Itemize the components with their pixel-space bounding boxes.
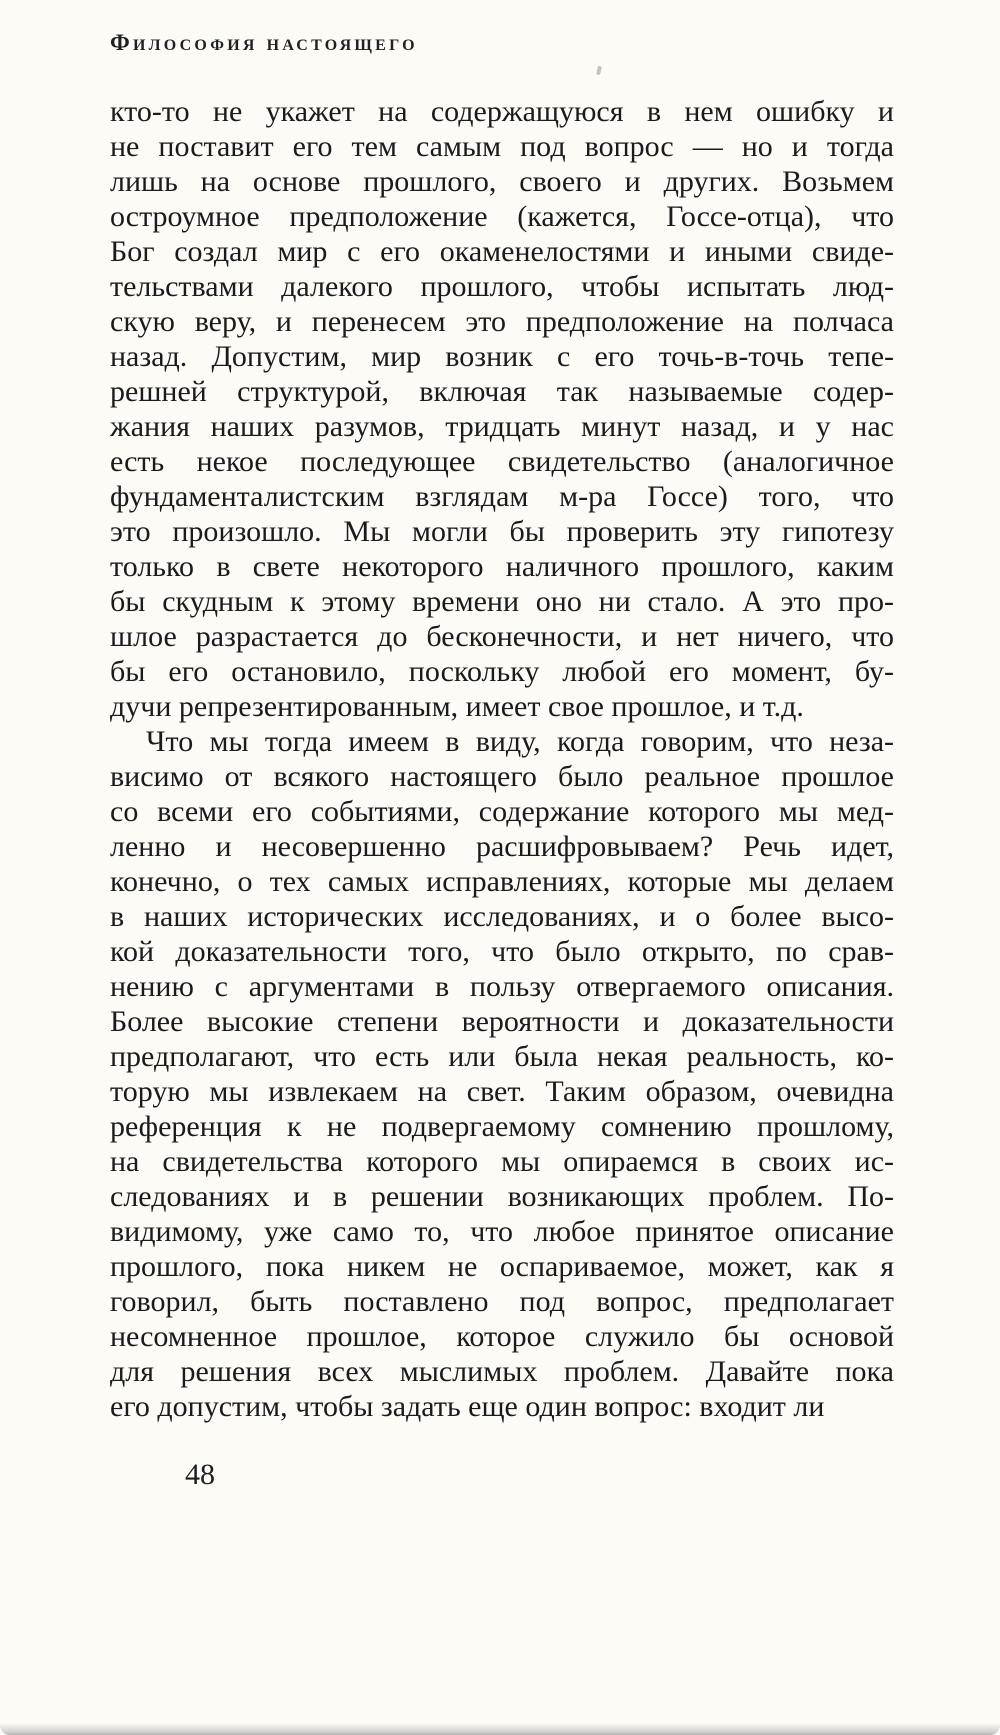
- text-line: висимо от всякого настоящего было реальное прошлое: [110, 760, 894, 793]
- page-edge-shadow: [0, 1723, 1000, 1735]
- text-line: ленно и несовершенно расшифровываем? Речь идет,: [110, 830, 894, 863]
- text-line: жания наших разумов, тридцать минут назад, и у нас: [110, 410, 894, 443]
- text-line: только в свете некоторого наличного прошлого, каким: [110, 550, 894, 583]
- text-line: его допустим, чтобы задать еще один вопрос: входит ли: [110, 1390, 825, 1423]
- text-line: торую мы извлекаем на свет. Таким образом, очевидна: [110, 1075, 894, 1108]
- text-line: есть некое последующее свидетельство (аналогичное: [110, 445, 894, 478]
- text-line: в наших исторических исследованиях, и о более высо-: [110, 900, 894, 933]
- paragraph: [110, 724, 894, 1424]
- text-line: бы его остановило, поскольку любой его момент, бу-: [110, 655, 894, 688]
- text-line: остроумное предположение (кажется, Госсе-отца), что: [110, 200, 894, 233]
- text-line: тельствами далекого прошлого, чтобы испытать люд-: [110, 270, 894, 303]
- scan-artifact-mark: [596, 66, 602, 76]
- text-line: кто-то не укажет на содержащуюся в нем ошибку и: [110, 95, 894, 128]
- text-line: несомненное прошлое, которое служило бы основой: [110, 1320, 894, 1353]
- text-line: следованиях и в решении возникающих проблем. По-: [110, 1180, 894, 1213]
- text-line: нению с аргументами в пользу отвергаемого описания.: [110, 970, 894, 1003]
- running-header: Философия настоящего: [110, 30, 418, 55]
- text-line: кой доказательности того, что было открыто, по срав-: [110, 935, 894, 968]
- text-line: не поставит его тем самым под вопрос — но и тогда: [110, 130, 894, 163]
- text-line: решней структурой, включая так называемые содер-: [110, 375, 894, 408]
- text-line: дучи репрезентированным, имеет свое прошлое, и т.д.: [110, 690, 804, 723]
- text-line: предполагают, что есть или была некая реальность, ко-: [110, 1040, 894, 1073]
- text-line: лишь на основе прошлого, своего и других. Возьмем: [110, 165, 894, 198]
- page-number: 48: [185, 1458, 215, 1491]
- text-line: на свидетельства которого мы опираемся в своих ис-: [110, 1145, 894, 1178]
- text-line: говорил, быть поставлено под вопрос, предполагает: [110, 1285, 894, 1318]
- text-line: конечно, о тех самых исправлениях, которые мы делаем: [110, 865, 894, 898]
- text-line: прошлого, пока никем не оспариваемое, может, как я: [110, 1250, 894, 1283]
- text-line: фундаменталистским взглядам м-ра Госсе) того, что: [110, 480, 894, 513]
- text-line: скую веру, и перенесем это предположение на полчаса: [110, 305, 894, 338]
- text-line: со всеми его событиями, содержание которого мы мед-: [110, 795, 894, 828]
- text-line: референция к не подвергаемому сомнению прошлому,: [110, 1110, 894, 1143]
- text-line: для решения всех мыслимых проблем. Давайте пока: [110, 1355, 894, 1388]
- text-body: [110, 94, 894, 1424]
- text-line: это произошло. Мы могли бы проверить эту гипотезу: [110, 515, 894, 548]
- text-line: Бог создал мир с его окаменелостями и иными свиде-: [110, 235, 894, 268]
- text-line: видимому, уже само то, что любое принятое описание: [110, 1215, 894, 1248]
- text-line: назад. Допустим, мир возник с его точь-в-точь тепе-: [110, 340, 894, 373]
- paragraph: [110, 94, 894, 724]
- text-line: Что мы тогда имеем в виду, когда говорим, что неза-: [146, 725, 894, 758]
- text-line: шлое разрастается до бесконечности, и нет ничего, что: [110, 620, 894, 653]
- text-line: бы скудным к этому времени оно ни стало. А это про-: [110, 585, 894, 618]
- text-line: Более высокие степени вероятности и доказательности: [110, 1005, 894, 1038]
